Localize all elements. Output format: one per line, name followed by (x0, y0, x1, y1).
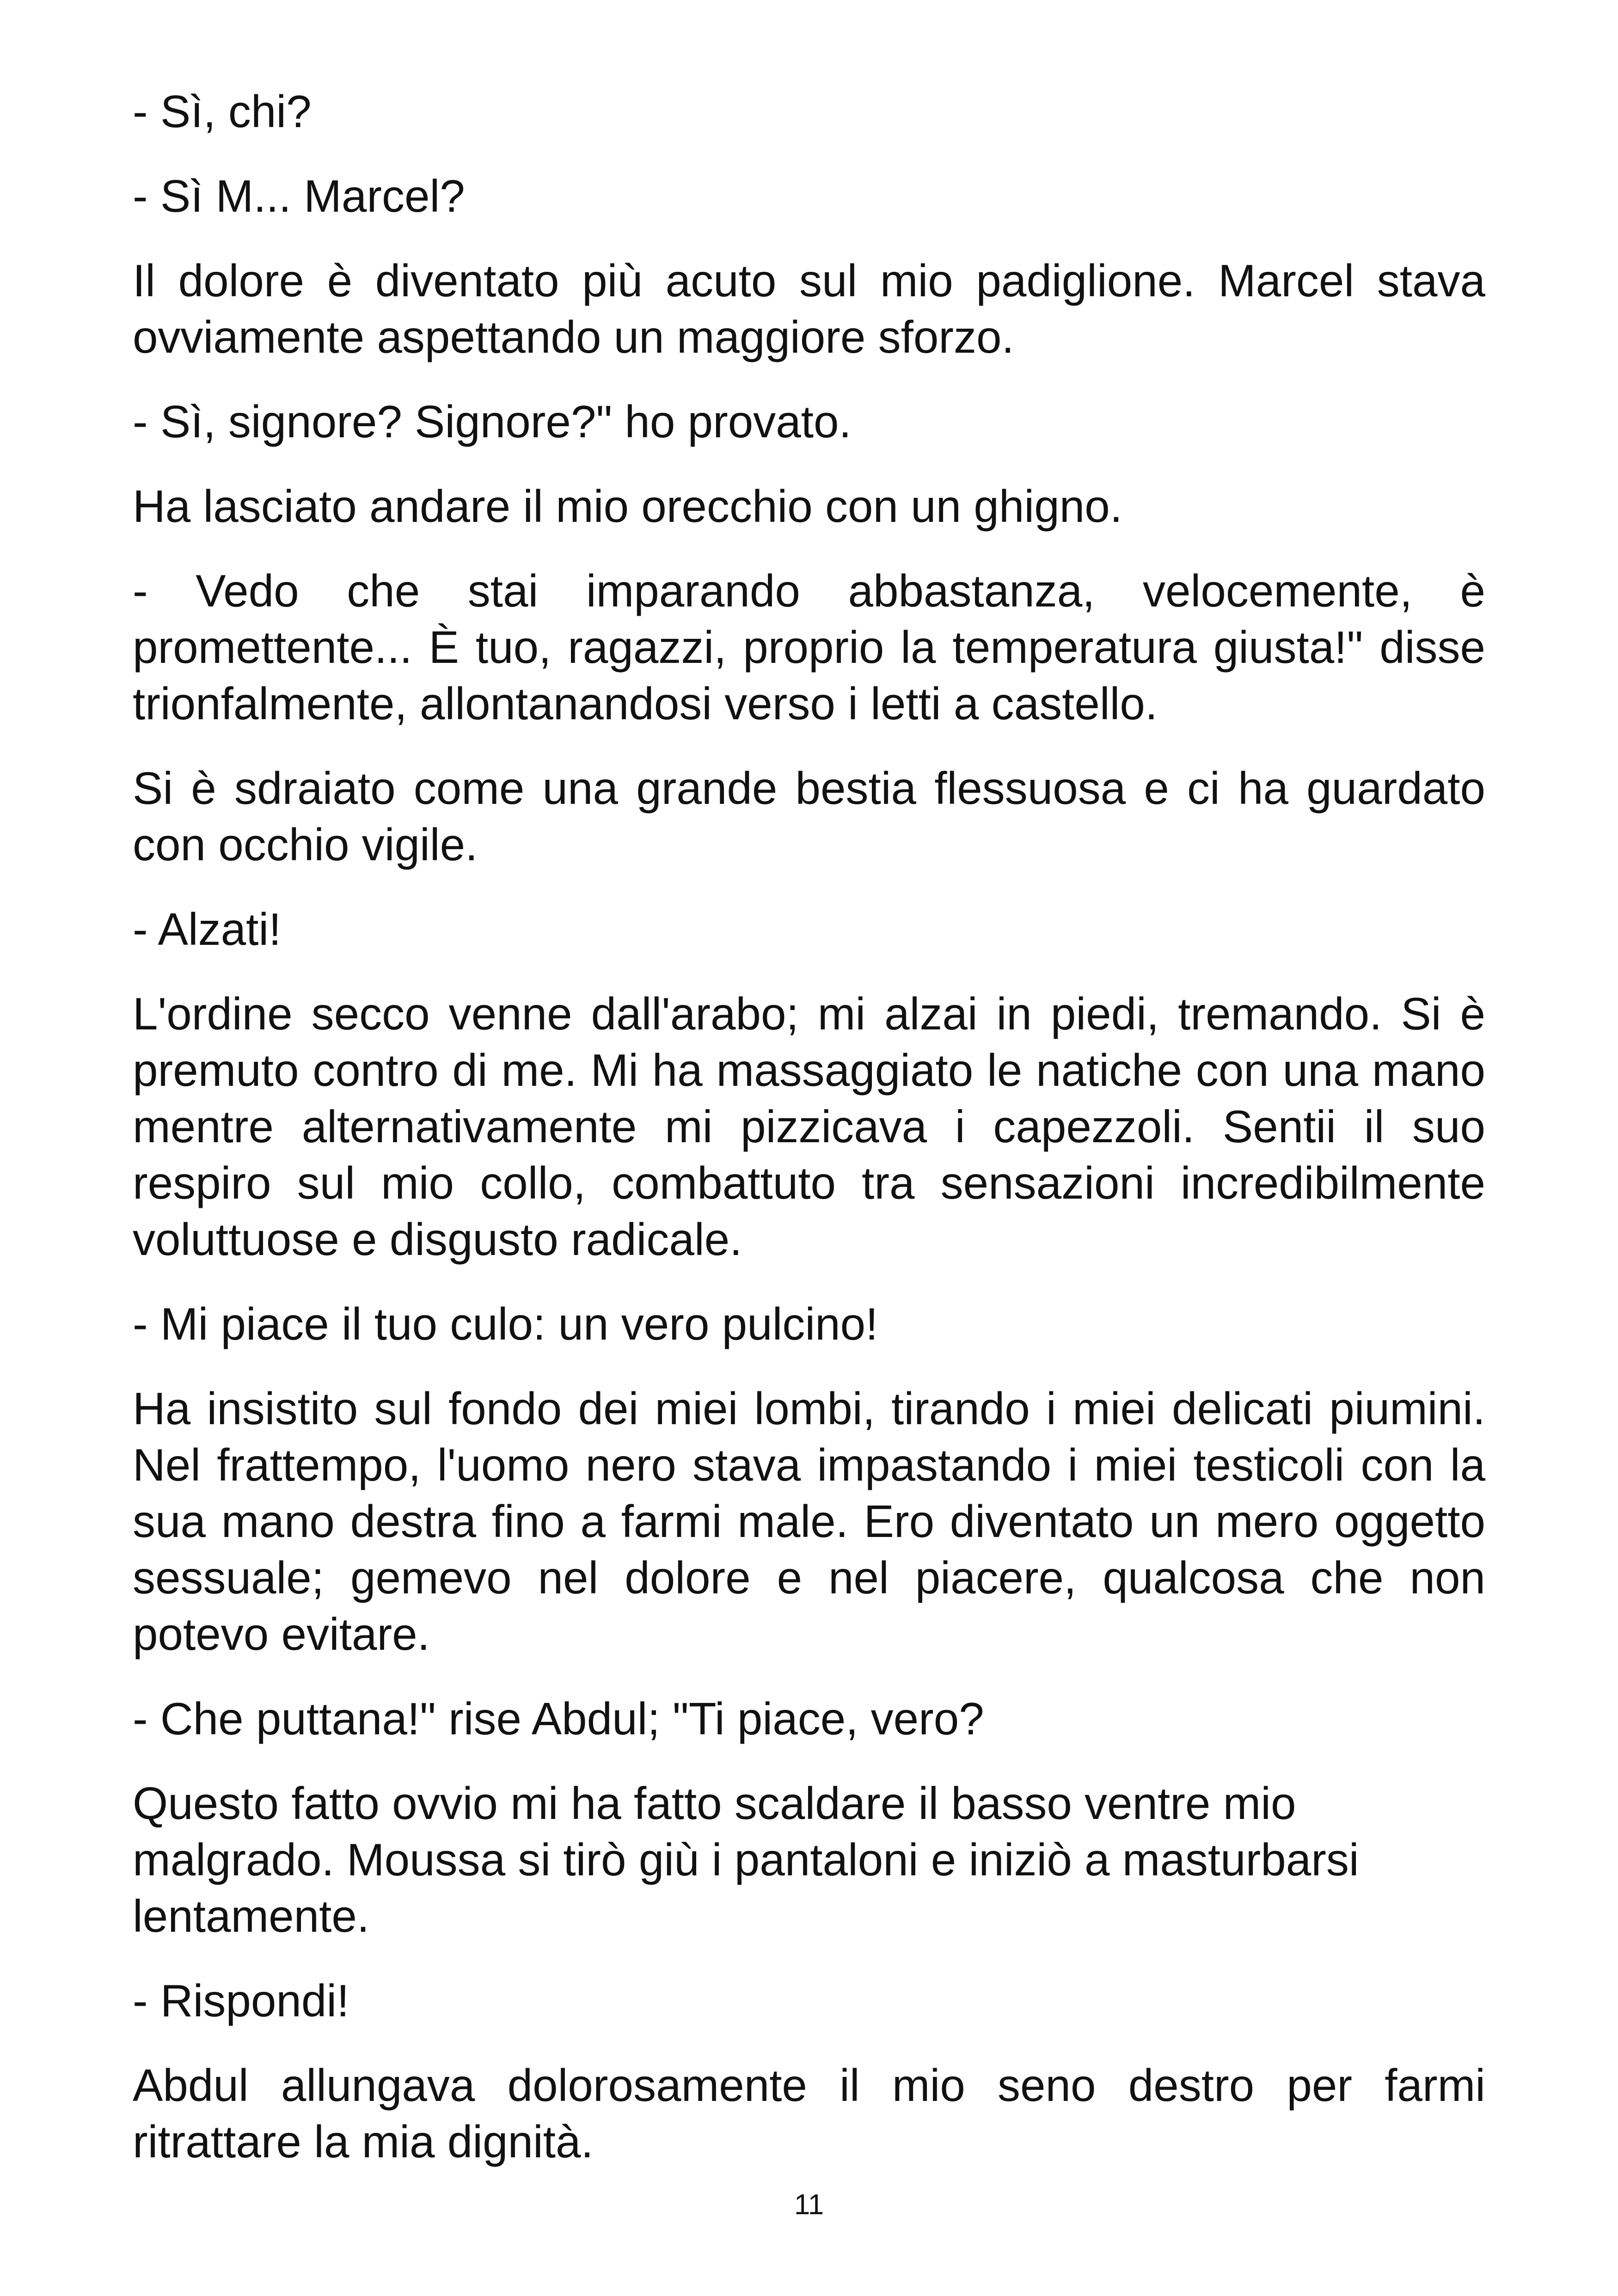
dialogue-line: - Alzati! (133, 904, 282, 955)
narrative-paragraph: Si è sdraiato come una grande bestia flessuosa e ci ha guardato con occhio vigile. (133, 763, 1485, 870)
narrative-paragraph: Ha insistito sul fondo dei miei lombi, tirando i miei delicati piumini. Nel frattempo, l'uomo nero stava impastando i miei testicoli con la sua mano destra fino a farmi male. Ero diventato un mero oggetto sessuale; gemevo nel dolore e nel piacere, qualcosa che non potevo evitare. (133, 1383, 1485, 1659)
narrative-paragraph: Il dolore è diventato più acuto sul mio padiglione. Marcel stava ovviamente aspettando un maggiore sforzo. (133, 255, 1485, 362)
dialogue-line: - Che puttana!" rise Abdul; "Ti piace, vero? (133, 1693, 984, 1744)
narrative-paragraph: Abdul allungava dolorosamente il mio seno destro per farmi ritrattare la mia dignità. (133, 2060, 1485, 2167)
narrative-paragraph: Questo fatto ovvio mi ha fatto scaldare il basso ventre mio malgrado. Moussa si tirò giù i pantaloni e iniziò a masturbarsi lentamente. (133, 1778, 1359, 1941)
dialogue-line: - Sì, chi? (133, 86, 312, 137)
narrative-paragraph: Ha lasciato andare il mio orecchio con un ghigno. (133, 481, 1122, 532)
dialogue-paragraph: - Vedo che stai imparando abbastanza, velocemente, è promettente... È tuo, ragazzi, proprio la temperatura giusta!" disse trionfalmente, allontanandosi verso i letti a castello. (133, 565, 1485, 729)
dialogue-line: - Mi piace il tuo culo: un vero pulcino! (133, 1298, 878, 1349)
narrative-paragraph: L'ordine secco venne dall'arabo; mi alzai in piedi, tremando. Si è premuto contro di me. Mi ha massaggiato le natiche con una mano mentre alternativamente mi pizzicava i capezzoli. Sentii il suo respiro sul mio collo, combattuto tra sensazioni incredibilmente voluttuose e disgusto radicale. (133, 988, 1485, 1265)
dialogue-line: - Sì M... Marcel? (133, 171, 465, 221)
page-number: 11 (794, 2189, 824, 2221)
dialogue-line: - Rispondi! (133, 1975, 349, 2026)
dialogue-line: - Sì, signore? Signore?" ho provato. (133, 396, 852, 447)
page-body (133, 83, 1485, 2198)
